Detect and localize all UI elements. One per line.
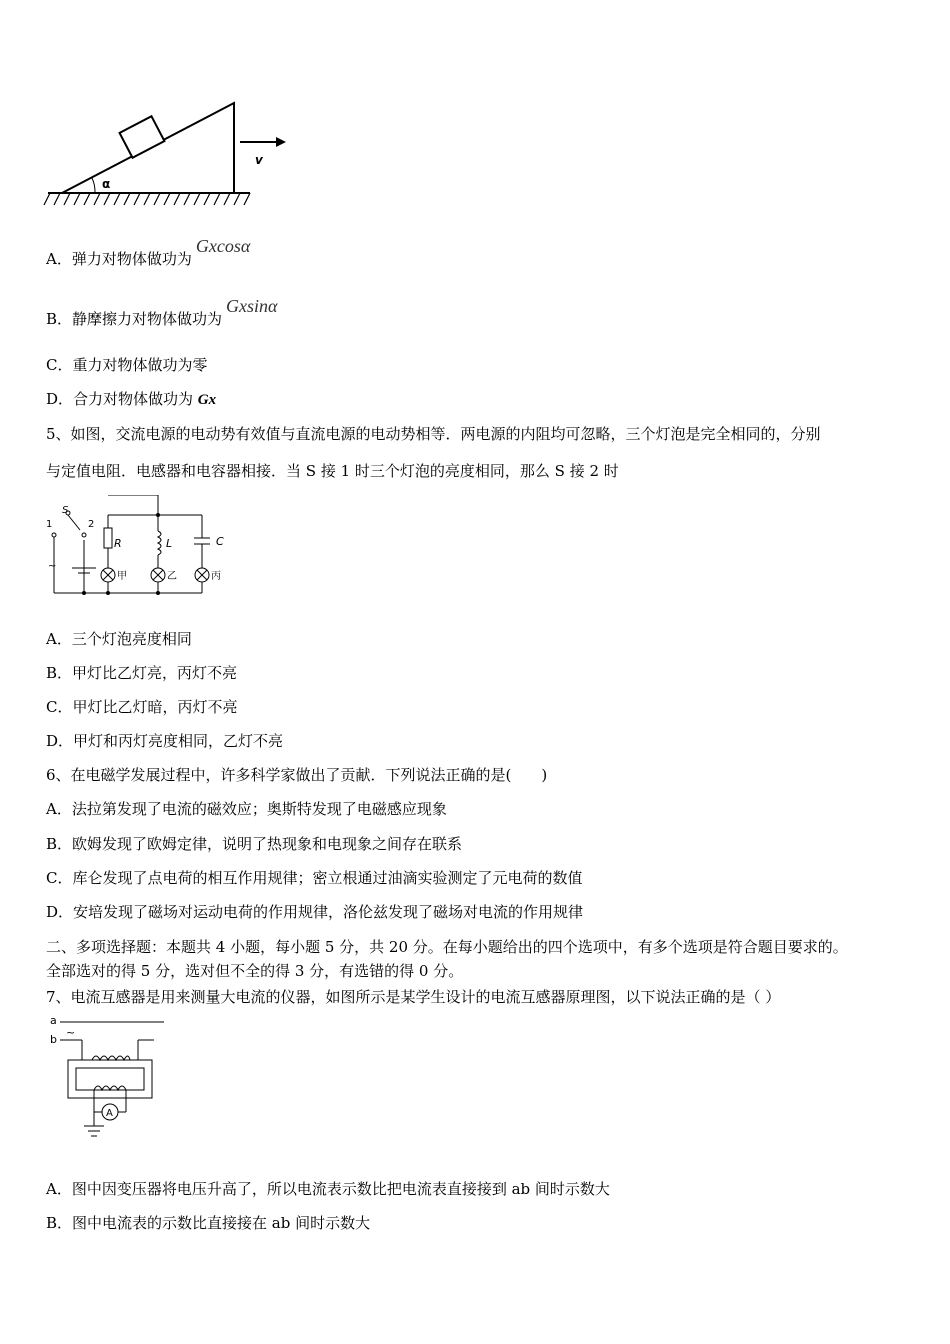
q6-option-d: D．安培发现了磁场对运动电荷的作用规律，洛伦兹发现了磁场对电流的作用规律 <box>46 903 584 921</box>
lamp2-label: 乙 <box>167 571 177 582</box>
q6-option-b: B．欧姆发现了欧姆定律，说明了热现象和电现象之间存在联系 <box>46 835 463 853</box>
block <box>120 116 165 157</box>
ammeter-label: A <box>106 1108 113 1119</box>
ac-symbol: ~ <box>48 561 57 572</box>
q4-option-d-label: D．合力对物体做功为 <box>46 390 198 408</box>
inductor-label: L <box>166 537 173 550</box>
lamp3-label: 丙 <box>211 571 221 582</box>
ac-symbol-7: ~ <box>66 1026 76 1039</box>
q5-option-d: D．甲灯和丙灯亮度相同，乙灯不亮 <box>46 732 284 750</box>
q4-option-b-label: B．静摩擦力对物体做功为 <box>46 310 223 328</box>
q5-option-c: C．甲灯比乙灯暗，丙灯不亮 <box>46 698 238 716</box>
terminal-a: a <box>50 1014 57 1027</box>
q7-stem: 7、电流互感器是用来测量大电流的仪器，如图所示是某学生设计的电流互感器原理图，以下说法正确的是（ ） <box>46 988 781 1006</box>
q4-option-a <box>46 236 251 269</box>
q5-circuit-figure <box>42 495 242 605</box>
q7-option-b: B．图中电流表的示数比直接接在 ab 间时示数大 <box>46 1214 371 1232</box>
q7-option-a: A．图中因变压器将电压升高了，所以电流表示数比把电流表直接接到 ab 间时示数大 <box>46 1180 610 1198</box>
q6-option-a: A．法拉第发现了电流的磁效应；奥斯特发现了电磁感应现象 <box>46 800 447 818</box>
capacitor-label: C <box>216 535 224 548</box>
resistor-label: R <box>114 537 122 550</box>
q7-transformer-figure <box>44 1012 174 1147</box>
q4-option-b-formula: Gxsinα <box>226 296 278 316</box>
q4-option-c: C．重力对物体做功为零 <box>46 356 208 374</box>
q4-option-a-label: A．弹力对物体做功为 <box>46 250 192 268</box>
terminal-b: b <box>50 1033 57 1046</box>
q5-stem-line2: 与定值电阻．电感器和电容器相接．当 S 接 1 时三个灯泡的亮度相同，那么 S 接 2 时 <box>46 462 619 480</box>
switch-label: S <box>62 505 69 516</box>
switch-pos2: 2 <box>88 519 95 530</box>
lamp1-label: 甲 <box>117 571 127 582</box>
q4-option-d <box>46 388 216 409</box>
angle-label: α <box>102 177 111 191</box>
q4-option-b <box>46 296 278 329</box>
q5-stem-line1: 5、如图，交流电源的电动势有效值与直流电源的电动势相等．两电源的内阻均可忽略，三个灯泡是完全相同的，分别 <box>46 425 821 443</box>
q5-option-b: B．甲灯比乙灯亮，丙灯不亮 <box>46 664 238 682</box>
q6-stem: 6、在电磁学发展过程中，许多科学家做出了贡献．下列说法正确的是( ) <box>46 766 548 784</box>
incline-figure <box>40 95 300 215</box>
q4-option-d-formula: Gx <box>197 392 217 408</box>
switch-pos1: 1 <box>46 519 53 530</box>
q4-option-a-formula: Gxcosα <box>195 236 251 256</box>
q5-option-a: A．三个灯泡亮度相同 <box>46 630 192 648</box>
section2-line2: 全部选对的得 5 分，选对但不全的得 3 分，有选错的得 0 分。 <box>46 962 464 980</box>
q6-option-c: C．库仑发现了点电荷的相互作用规律；密立根通过油滴实验测定了元电荷的数值 <box>46 869 583 887</box>
velocity-label: v <box>255 153 263 167</box>
section2-line1: 二、多项选择题：本题共 4 小题，每小题 5 分，共 20 分。在每小题给出的四个选项中，有多个选项是符合题目要求的。 <box>46 938 848 956</box>
